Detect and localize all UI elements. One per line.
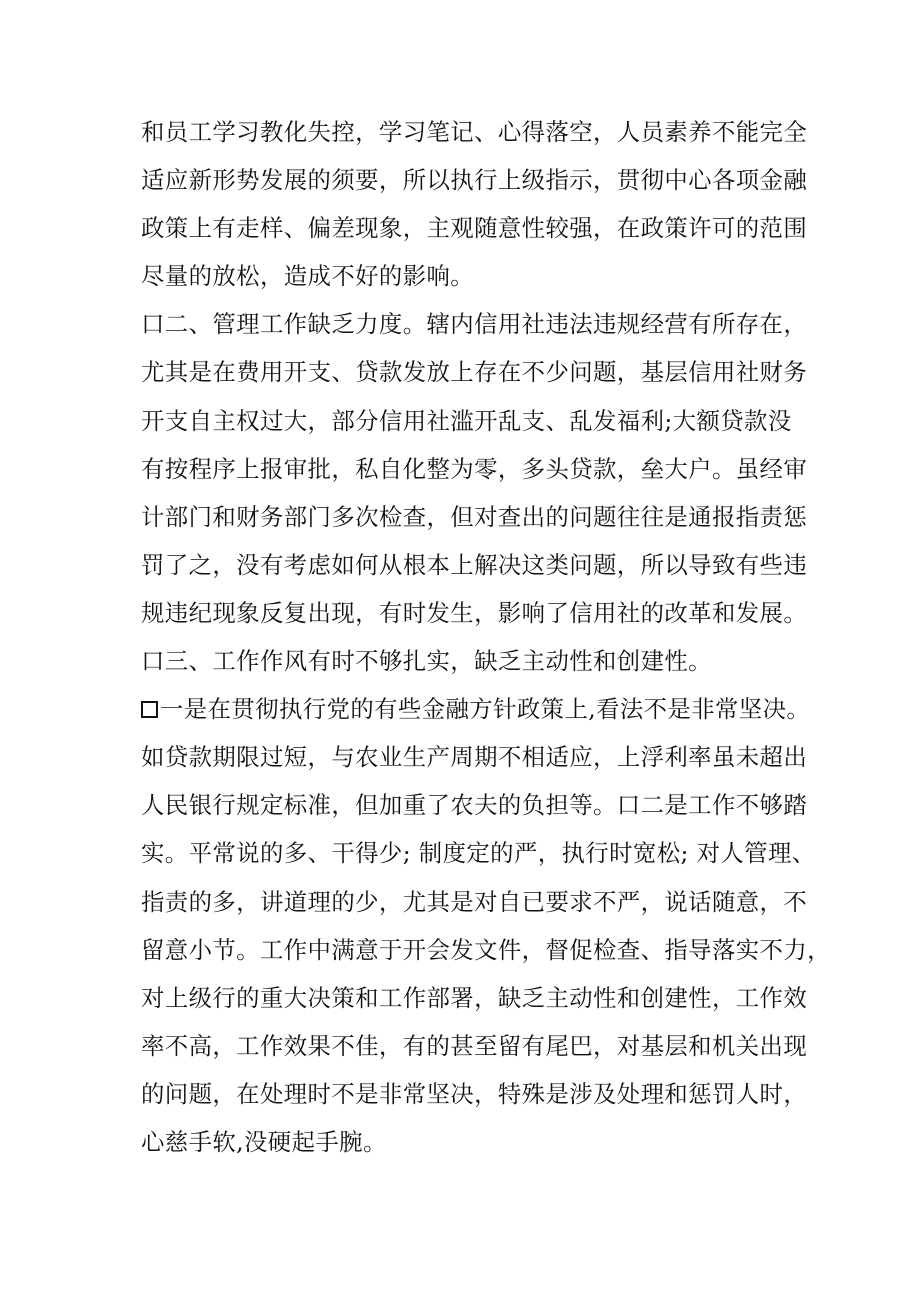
body-text xyxy=(141,108,831,1166)
text-line: 规违纪现象反复出现，有时发生，影响了信用社的改革和发展。 xyxy=(141,598,808,627)
text-line: 心慈手软,没硬起手腕。 xyxy=(141,1127,387,1156)
text-line: 口三、工作作风有时不够扎实，缺乏主动性和创建性。 xyxy=(141,647,712,676)
text-line: 适应新形势发展的须要，所以执行上级指示，贯彻中心各项金融 xyxy=(141,166,808,195)
text-line: 的问题，在处理时不是非常坚决，特殊是涉及处理和惩罚人时， xyxy=(141,1079,808,1108)
text-line: 实。平常说的多、干得少; 制度定的严，执行时宽松; 对人管理、 xyxy=(141,839,816,868)
text-line: 和员工学习教化失控，学习笔记、心得落空，人员素养不能完全 xyxy=(141,118,808,146)
text-line: 罚了之，没有考虑如何从根本上解决这类问题，所以导致有些违 xyxy=(141,550,808,579)
text-line: 指责的多，讲道理的少，尤其是对自已要求不严，说话随意，不 xyxy=(141,887,808,916)
text-line-content: 一是在贯彻执行党的有些金融方针政策上,看法不是非常坚决。 xyxy=(160,695,811,724)
text-line: 留意小节。工作中满意于开会发文件，督促检查、指导落实不力， xyxy=(141,935,831,964)
text-line: 率不高，工作效果不佳，有的甚至留有尾巴，对基层和机关出现 xyxy=(141,1031,808,1060)
text-line: 政策上有走样、偏差现象，主观随意性较强，在政策许可的范围 xyxy=(141,214,808,243)
text-line: 对上级行的重大决策和工作部署，缺乏主动性和创建性，工作效 xyxy=(141,983,808,1012)
text-line: 人民银行规定标准，但加重了农夫的负担等。口二是工作不够踏 xyxy=(141,791,808,820)
text-line-with-box xyxy=(141,685,811,733)
text-line: 计部门和财务部门多次检查，但对查出的问题往往是通报指责惩 xyxy=(141,502,808,531)
text-line: 如贷款期限过短，与农业生产周期不相适应，上浮利率虽未超出 xyxy=(141,743,808,772)
text-line: 尤其是在费用开支、贷款发放上存在不少问题，基层信用社财务 xyxy=(141,358,808,387)
checkbox-square-icon xyxy=(141,701,158,718)
text-line: 开支自主权过大，部分信用社滥开乱支、乱发福利;大额贷款没 xyxy=(141,406,792,435)
text-line: 有按程序上报审批，私自化整为零，多头贷款，垒大户。虽经审 xyxy=(141,454,808,483)
text-line: 口二、管理工作缺乏力度。辖内信用社违法违规经营有所存在， xyxy=(141,310,808,339)
text-line: 尽量的放松，造成不好的影响。 xyxy=(141,262,475,291)
